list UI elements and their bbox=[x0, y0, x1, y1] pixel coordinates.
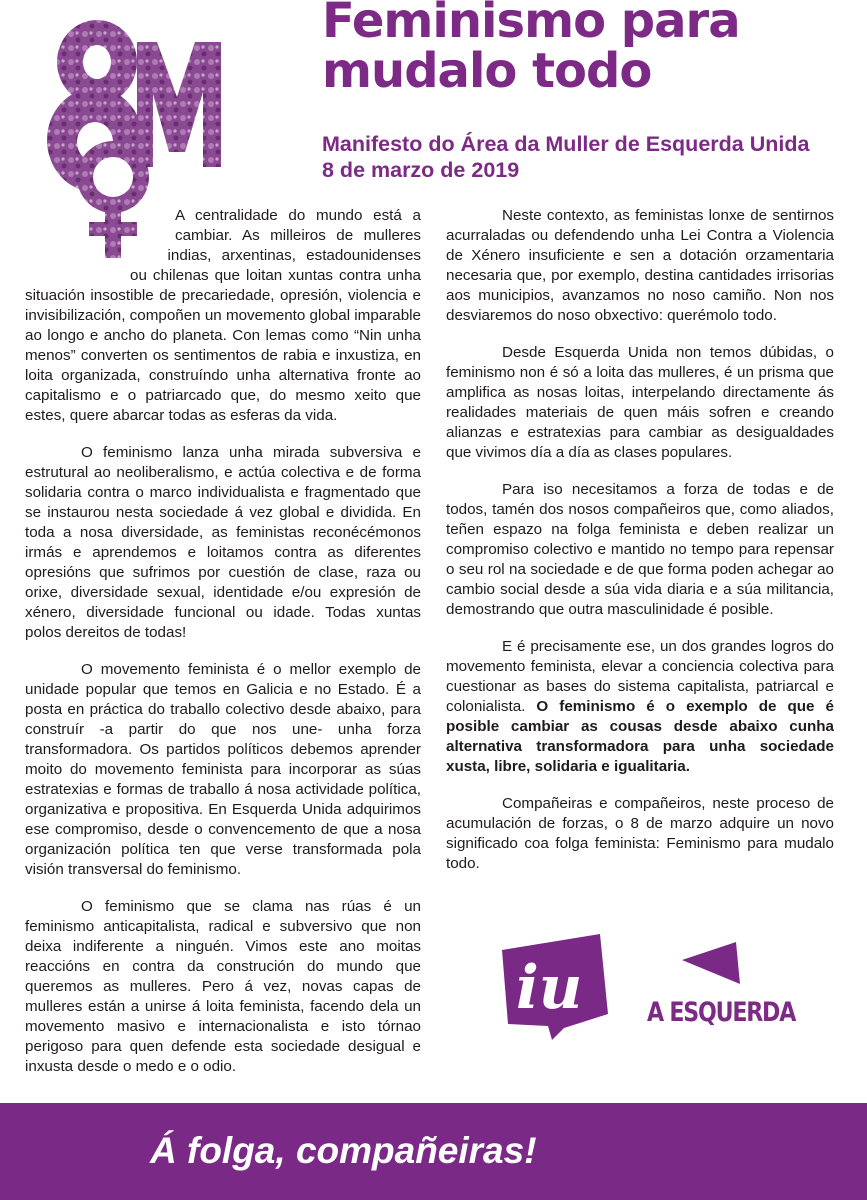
iu-logo bbox=[500, 928, 612, 1040]
paragraph: Para iso necesitamos a forza de todas e de todos, tamén dos nosos compañeiros que, como aliados, teñen espazo na folga feminista e deben realizar un compromiso colectivo e mantido no tempo para repensar o seu rol na sociedade e de que forma poden achegar ao cambio social desde a súa vida diaria e a súa militancia, demostrando que outra masculinidade é posible. bbox=[446, 481, 834, 618]
paragraph: Compañeiras e compañeiros, neste proceso de acumulación de forzas, o 8 de marzo adquire un novo significado coa folga feminista: Feminismo para mudalo todo. bbox=[446, 795, 834, 872]
paragraph: A centralidade do mundo está a cambiar. As milleiros de mulleres indias, arxentinas, estadounidenses ou chilenas que loitan xuntas contra unha situación insostible de precariedade, opresión, violencia e invisibilización, compoñen un movemento global imparable ao longo e ancho do planeta. Con lemas como “Nin unha menos” converten os sentimentos de rabia e inxustiza, en loita organizada, construíndo unha alternativa fronte ao capitalismo e o patriarcado que, do mesmo xeito que estes, quere abarcar todas as esferas da vida. bbox=[25, 207, 421, 424]
left-column bbox=[25, 206, 421, 1094]
subtitle-line-1: Manifesto do Área da Muller de Esquerda Unida bbox=[322, 132, 810, 156]
page-subtitle bbox=[322, 131, 862, 183]
title-line-1: Feminismo para bbox=[322, 0, 740, 49]
iu-logo-text: iu bbox=[516, 953, 583, 1023]
a-esquerda-logo-text: A ESQUERDA bbox=[647, 997, 796, 1028]
subtitle-line-2: 8 de marzo de 2019 bbox=[322, 158, 520, 182]
footer-slogan: Á folga, compañeiras! bbox=[150, 1130, 537, 1171]
right-column bbox=[446, 206, 834, 891]
page-title bbox=[322, 0, 852, 99]
paragraph: O feminismo que se clama nas rúas é un feminismo anticapitalista, radical e subversivo que non deixa indiferente a ninguén. Vimos este ano moitas reaccións en contra da construción do mundo que queremos as mulleres. Pero á vez, novas capas de mulleres están a unirse á loita feminista, facendo dela un movemento masivo e internacionalista e isto tórnao perigoso para quen defende esta sociedade desigual e inxusta desde o medo e o odio. bbox=[25, 898, 421, 1075]
paragraph bbox=[446, 637, 834, 777]
paragraph: Desde Esquerda Unida non temos dúbidas, o feminismo non é só a loita das mulleres, é un prisma que amplifica as nosas loitas, interpelando directamente ás realidades materiais de quen máis sofren e creando alianzas e estratexias para cambiar as desigualdades que vivimos día a día as clases populares. bbox=[446, 344, 834, 461]
paragraph-text: E é precisamente ese, un dos grandes logros do movemento feminista, elevar a conciencia colectiva para cuestionar as bases do sistema capitalista, patriarcal e colonialista. bbox=[446, 638, 834, 715]
highlighted-statement: O feminismo é o exemplo de que é posible cambiar as cousas desde abaixo cunha alternativa transformadora para unha sociedade xusta, libre, solidaria e igualitaria. bbox=[446, 698, 834, 775]
paragraph: O movemento feminista é o mellor exemplo de unidade popular que temos en Galicia e no Estado. É a posta en práctica do traballo colectivo desde abaixo, para construír -a partir do que nos une- unha forza transformadora. Os partidos políticos debemos aprender moito do movemento feminista para incorporar as súas estratexias e formas de traballo á nosa actividade política, organizativa e propositiva. En Esquerda Unida adquirimos ese compromiso, desde o convencemento de que a nosa organización política ten que verse transformada pola visión transversal do feminismo. bbox=[25, 661, 421, 878]
letter-m-shape bbox=[137, 42, 221, 167]
paragraph: Neste contexto, as feministas lonxe de sentirnos acurraladas ou defendendo unha Lei Contra a Violencia de Xénero insuficiente e sen a dotación orzamentaria necesaria que, por exemplo, destina cantidades irrisorias aos municipios, avanzamos no noso camiño. Non nos desviaremos do noso obxectivo: querémolo todo. bbox=[446, 207, 834, 324]
paragraph: O feminismo lanza unha mirada subversiva e estrutural ao neoliberalismo, e actúa colectiva e de forma solidaria contra o marco individualista e fragmentado que se instaurou nesta sociedade á vez global e dividida. En toda a nosa diversidade, as feministas reconécémonos irmás e aprendemos e loitamos contra as diferentes opresións que sufrimos por cuestión de clase, raza ou orixe, diversidade sexual, identidade e/ou expresión de xénero, diversidade funcional ou idade. Todas xuntas polos dereitos de todas! bbox=[25, 444, 421, 641]
title-line-2: mudalo todo bbox=[322, 43, 652, 99]
